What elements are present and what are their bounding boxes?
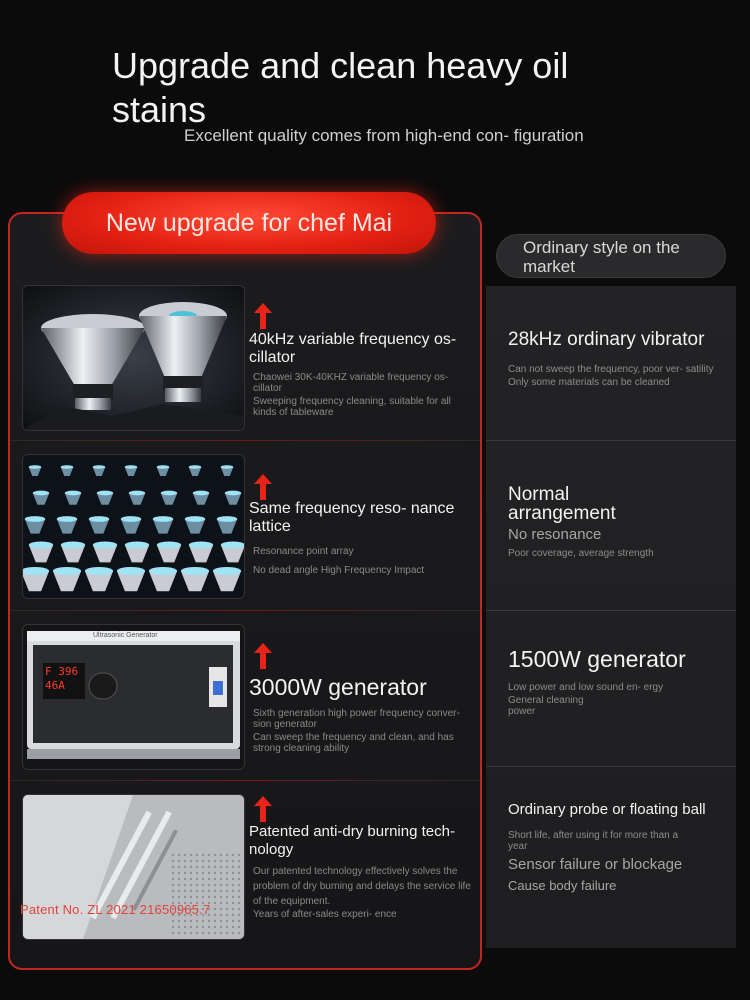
oscillator-image [22, 285, 245, 431]
mesh-dot [232, 926, 234, 928]
mesh-dot [190, 854, 192, 856]
mesh-dot [172, 860, 174, 862]
up-arrow-icon [254, 643, 272, 669]
ordinary-title: 1500W generator [508, 646, 686, 672]
ordinary-desc [508, 364, 718, 390]
mesh-dot [190, 872, 192, 874]
mesh-dot [190, 860, 192, 862]
row-divider [10, 440, 480, 441]
mesh-dot [184, 926, 186, 928]
mesh-dot [178, 932, 180, 934]
ordinary-desc-line: Poor coverage, average strength [508, 548, 654, 559]
ordinary-highlight: No resonance [508, 526, 602, 543]
mesh-dot [220, 926, 222, 928]
mesh-dot [202, 926, 204, 928]
mesh-dot [178, 860, 180, 862]
ordinary-title: Ordinary probe or floating ball [508, 801, 706, 818]
mesh-dot [208, 926, 210, 928]
mesh-dot [220, 896, 222, 898]
mesh-dot [172, 926, 174, 928]
mesh-dot [232, 896, 234, 898]
row-divider [10, 780, 480, 781]
mesh-dot [196, 890, 198, 892]
mesh-dot [238, 926, 240, 928]
mesh-dot [208, 854, 210, 856]
page-subtitle: Excellent quality comes from high-end con- figuration [184, 126, 584, 145]
mesh-dot [208, 884, 210, 886]
mesh-dot [226, 854, 228, 856]
mesh-dot [214, 920, 216, 922]
feature-title: 40kHz variable frequency os- cillator [249, 331, 457, 366]
feature-desc [253, 864, 475, 922]
mesh-dot [226, 878, 228, 880]
probe-image [22, 794, 245, 940]
mesh-dot [214, 890, 216, 892]
mesh-dot [184, 872, 186, 874]
mesh-dot [220, 920, 222, 922]
ordinary-desc-line: Low power and low sound en- ergy [508, 682, 664, 693]
mesh-dot [226, 914, 228, 916]
mesh-dot [226, 896, 228, 898]
ordinary-extra-line: Cause body failure [508, 878, 617, 893]
mesh-dot [202, 890, 204, 892]
mesh-dot [238, 860, 240, 862]
mesh-dot [196, 878, 198, 880]
mesh-dot [196, 872, 198, 874]
mesh-dot [232, 854, 234, 856]
mesh-dot [178, 854, 180, 856]
mesh-dot [184, 896, 186, 898]
mesh-dot [202, 872, 204, 874]
lattice-image [22, 454, 245, 599]
mesh-dot [214, 926, 216, 928]
ordinary-extra-line: Sensor failure or blockage [508, 856, 683, 873]
ordinary-title: Normal arrangement [508, 484, 616, 524]
up-arrow-icon [254, 474, 272, 500]
mesh-dot [238, 878, 240, 880]
mesh-dot [172, 878, 174, 880]
ordinary-desc-line: Can not sweep the frequency, poor ver- satility [508, 364, 714, 375]
mesh-dot [232, 902, 234, 904]
ordinary-desc-line: Short life, after using it for more than a year [508, 830, 679, 852]
ordinary-desc [508, 682, 718, 719]
mesh-dot [238, 866, 240, 868]
feature-desc-line: Can sweep the frequency and clean, and has strong cleaning ability [253, 732, 454, 754]
mesh-dot [226, 926, 228, 928]
mesh-dot [172, 884, 174, 886]
mesh-dot [220, 860, 222, 862]
mesh-dot [190, 920, 192, 922]
mesh-dot [196, 860, 198, 862]
mesh-dot [178, 878, 180, 880]
mesh-dot [202, 866, 204, 868]
mesh-dot [226, 902, 228, 904]
mesh-dot [178, 872, 180, 874]
mesh-dot [190, 878, 192, 880]
mesh-dot [220, 890, 222, 892]
mesh-dot [178, 890, 180, 892]
mesh-dot [220, 866, 222, 868]
mesh-dot [238, 914, 240, 916]
patent-number: Patent No. ZL 2021 21650965.7 [20, 902, 211, 917]
ordinary-badge: Ordinary style on the market [496, 234, 726, 278]
mesh-dot [232, 890, 234, 892]
mesh-dot [208, 896, 210, 898]
mesh-dot [178, 884, 180, 886]
mesh-dot [184, 878, 186, 880]
mesh-dot [226, 884, 228, 886]
mesh-dot [226, 866, 228, 868]
mesh-dot [238, 872, 240, 874]
generator-brand: Ultrasonic Generator [93, 632, 158, 639]
mesh-dot [184, 890, 186, 892]
mesh-dot [202, 854, 204, 856]
mesh-dot [196, 884, 198, 886]
readout-line-2: 46A [45, 679, 65, 692]
mesh-dot [178, 926, 180, 928]
mesh-dot [190, 932, 192, 934]
mesh-dot [214, 932, 216, 934]
ordinary-desc [508, 830, 718, 896]
mesh-dot [220, 914, 222, 916]
mesh-dot [208, 872, 210, 874]
feature-title: 3000W generator [249, 674, 427, 700]
feature-desc-line: Chaowei 30K-40KHZ variable frequency os- cillator [253, 372, 449, 394]
feature-desc-line: Sweeping frequency cleaning, suitable for all kinds of tableware [253, 396, 451, 418]
mesh-dot [226, 920, 228, 922]
mesh-dot [214, 896, 216, 898]
mesh-dot [214, 866, 216, 868]
mesh-dot [220, 878, 222, 880]
feature-desc-line: No dead angle High Frequency Impact [253, 565, 425, 576]
mesh-dot [232, 866, 234, 868]
mesh-dot [208, 890, 210, 892]
mesh-dot [196, 926, 198, 928]
mesh-dot [220, 884, 222, 886]
mesh-dot [190, 926, 192, 928]
mesh-dot [232, 920, 234, 922]
feature-desc [253, 372, 475, 420]
mesh-dot [172, 896, 174, 898]
mesh-dot [184, 866, 186, 868]
feature-desc-line: Our patented technology effectively solves the problem of dry burning and delays the service life of the equipment. [253, 866, 471, 907]
ordinary-desc-line: Only some materials can be cleaned [508, 377, 670, 388]
mesh-dot [172, 920, 174, 922]
mesh-dot [238, 920, 240, 922]
mesh-dot [196, 866, 198, 868]
mesh-dot [172, 872, 174, 874]
mesh-dot [226, 860, 228, 862]
mesh-dot [208, 860, 210, 862]
feature-desc-line: Years of after-sales experi- ence [253, 909, 397, 920]
mesh-dot [172, 854, 174, 856]
mesh-dot [172, 890, 174, 892]
mesh-dot [202, 920, 204, 922]
page-title: Upgrade and clean heavy oil stains [112, 45, 569, 130]
mesh-dot [238, 896, 240, 898]
up-arrow-icon [254, 796, 272, 822]
mesh-dot [184, 932, 186, 934]
mesh-dot [214, 872, 216, 874]
mesh-dot [196, 932, 198, 934]
mesh-dot [220, 908, 222, 910]
row-divider [10, 610, 480, 611]
feature-desc [253, 546, 475, 578]
mesh-dot [214, 878, 216, 880]
row-divider [486, 766, 736, 767]
mesh-dot [226, 872, 228, 874]
feature-title: Same frequency reso- nance lattice [249, 500, 455, 535]
feature-title: Patented anti-dry burning tech- nology [249, 823, 455, 858]
mesh-dot [178, 896, 180, 898]
mesh-dot [232, 932, 234, 934]
mesh-dot [190, 884, 192, 886]
mesh-dot [196, 920, 198, 922]
mesh-dot [202, 932, 204, 934]
mesh-dot [214, 902, 216, 904]
mesh-dot [214, 854, 216, 856]
mesh-dot [238, 902, 240, 904]
mesh-dot [232, 878, 234, 880]
mesh-dot [202, 884, 204, 886]
mesh-dot [220, 932, 222, 934]
mesh-dot [214, 860, 216, 862]
mesh-dot [196, 854, 198, 856]
mesh-dot [232, 860, 234, 862]
mesh-dot [220, 854, 222, 856]
mesh-dot [232, 914, 234, 916]
mesh-dot [214, 914, 216, 916]
mesh-dot [238, 854, 240, 856]
mesh-dot [172, 932, 174, 934]
mesh-dot [184, 854, 186, 856]
mesh-dot [178, 920, 180, 922]
mesh-dot [232, 884, 234, 886]
mesh-dot [196, 896, 198, 898]
mesh-dot [190, 890, 192, 892]
row-divider [486, 610, 736, 611]
feature-desc-line: Sixth generation high power frequency conver- sion generator [253, 708, 460, 730]
mesh-dot [190, 896, 192, 898]
mesh-dot [208, 878, 210, 880]
mesh-dot [178, 866, 180, 868]
up-arrow-icon [254, 303, 272, 329]
generator-image [22, 624, 245, 770]
ordinary-desc [508, 526, 718, 561]
mesh-dot [208, 920, 210, 922]
mesh-dot [214, 908, 216, 910]
mesh-dot [202, 860, 204, 862]
feature-desc [253, 708, 475, 756]
mesh-dot [184, 884, 186, 886]
ordinary-title: 28kHz ordinary vibrator [508, 329, 705, 350]
mesh-dot [208, 866, 210, 868]
row-divider [486, 440, 736, 441]
mesh-dot [226, 932, 228, 934]
mesh-dot [202, 878, 204, 880]
mesh-dot [226, 890, 228, 892]
mesh-dot [238, 908, 240, 910]
mesh-dot [232, 908, 234, 910]
readout-line-1: F 396 [45, 665, 79, 678]
generator-readout [45, 665, 78, 693]
mesh-dot [202, 896, 204, 898]
mesh-dot [190, 866, 192, 868]
mesh-dot [238, 884, 240, 886]
mesh-dot [214, 884, 216, 886]
feature-desc-line: Resonance point array [253, 546, 354, 557]
mesh-dot [172, 866, 174, 868]
mesh-dot [220, 872, 222, 874]
mesh-dot [238, 890, 240, 892]
mesh-dot [226, 908, 228, 910]
mesh-dot [238, 932, 240, 934]
ordinary-desc-line: General cleaning power [508, 695, 584, 717]
mesh-dot [184, 860, 186, 862]
upgrade-badge: New upgrade for chef Mai [62, 192, 436, 254]
mesh-dot [184, 920, 186, 922]
mesh-dot [220, 902, 222, 904]
mesh-dot [232, 872, 234, 874]
mesh-dot [208, 932, 210, 934]
